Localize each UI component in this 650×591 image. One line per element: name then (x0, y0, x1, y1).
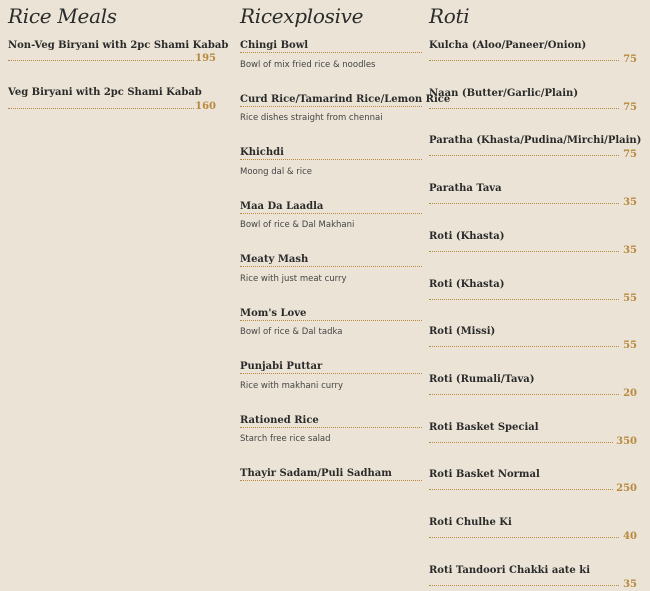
menu-item-description: Bowl of rice & Dal Makhani (240, 220, 355, 230)
menu-item-price: 55 (623, 293, 637, 304)
menu-item-description: Rice with just meat curry (240, 274, 347, 284)
menu-item[interactable] (429, 88, 578, 100)
menu-item-name: Maa Da Laadla (240, 201, 324, 212)
price-leader (429, 60, 619, 61)
menu-item-description: Starch free rice salad (240, 434, 331, 444)
price-leader (429, 299, 619, 300)
price-leader (429, 203, 619, 204)
menu-item-price: 350 (616, 436, 637, 447)
price-leader (240, 480, 422, 481)
price-leader (8, 60, 194, 61)
menu-item-price: 160 (195, 101, 216, 112)
menu-item[interactable] (429, 183, 502, 195)
menu-item-description-wrap (240, 60, 376, 71)
price-leader (240, 159, 422, 160)
menu-item-description-wrap (240, 274, 347, 285)
menu-item-description-wrap (240, 167, 312, 178)
menu-item[interactable] (429, 40, 586, 52)
price-leader (429, 394, 619, 395)
menu-item-price: 75 (623, 102, 637, 113)
menu-item-name: Paratha (Khasta/Pudina/Mirchi/Plain) (429, 135, 642, 146)
price-leader (429, 108, 619, 109)
menu-item-name: Roti Basket Special (429, 422, 539, 433)
menu-item-name: Roti Tandoori Chakki aate ki (429, 565, 590, 576)
price-leader (429, 155, 619, 156)
menu-item-description-wrap (240, 434, 331, 445)
price-leader (240, 373, 422, 374)
price-leader (240, 266, 422, 267)
menu-item-name: Veg Biryani with 2pc Shami Kabab (8, 87, 202, 98)
price-leader (240, 52, 422, 53)
menu-item-name: Punjabi Puttar (240, 361, 323, 372)
menu-item[interactable] (240, 40, 308, 52)
menu-item-description-wrap (240, 220, 354, 231)
menu-item-description: Rice dishes straight from chennai (240, 113, 383, 123)
roti-title: Roti (429, 4, 470, 28)
menu-item-price: 20 (623, 388, 637, 399)
menu-item[interactable] (429, 279, 505, 291)
menu-item-name: Rationed Rice (240, 415, 319, 426)
menu-item[interactable] (240, 254, 308, 266)
menu-item-name: Meaty Mash (240, 254, 309, 265)
price-leader (429, 537, 619, 538)
menu-item-name: Thayir Sadam/Puli Sadham (240, 468, 392, 479)
menu-item-price: 35 (623, 197, 637, 208)
menu-item[interactable] (429, 374, 535, 386)
menu-item[interactable] (429, 565, 590, 577)
menu-item[interactable] (240, 415, 319, 427)
menu-item[interactable] (240, 361, 322, 373)
menu-item-price: 35 (623, 579, 637, 590)
price-leader (240, 427, 422, 428)
menu-item-price: 195 (195, 53, 216, 64)
menu-item[interactable] (429, 422, 539, 434)
menu-item[interactable] (240, 201, 323, 213)
menu-item-price: 75 (623, 54, 637, 65)
menu-item-description-wrap (240, 327, 342, 338)
menu-item[interactable] (240, 94, 450, 106)
menu-item[interactable] (429, 326, 495, 338)
menu-item[interactable] (240, 468, 392, 480)
menu-item-name: Mom's Love (240, 308, 307, 319)
menu-item-description: Bowl of mix fried rice & noodles (240, 60, 376, 70)
ricexplosive-title: Ricexplosive (240, 4, 364, 28)
menu-item-name: Khichdi (240, 147, 284, 158)
menu-item-name: Non-Veg Biryani with 2pc Shami Kabab (8, 40, 229, 51)
price-leader (240, 106, 422, 107)
price-leader (429, 346, 619, 347)
menu-item[interactable] (240, 147, 284, 159)
menu-item-price: 75 (623, 149, 637, 160)
menu-item[interactable] (429, 135, 641, 147)
menu-item[interactable] (240, 308, 306, 320)
menu-item-name: Curd Rice/Tamarind Rice/Lemon Rice (240, 94, 451, 105)
menu-item-name: Paratha Tava (429, 183, 502, 194)
price-leader (429, 442, 613, 443)
menu-item-price: 35 (623, 245, 637, 256)
menu-item[interactable] (429, 517, 512, 529)
menu-item[interactable] (429, 469, 540, 481)
menu-item-name: Kulcha (Aloo/Paneer/Onion) (429, 40, 587, 51)
price-leader (8, 108, 194, 109)
menu-item-description: Rice with makhani curry (240, 381, 343, 391)
menu-item-name: Chingi Bowl (240, 40, 309, 51)
menu-item[interactable] (8, 87, 218, 99)
menu-item-description-wrap (240, 113, 383, 124)
price-leader (429, 585, 619, 586)
price-leader (429, 489, 613, 490)
menu-item-price: 55 (623, 340, 637, 351)
price-leader (240, 213, 422, 214)
menu-item-name: Roti (Missi) (429, 326, 496, 337)
menu-item[interactable] (8, 40, 229, 52)
menu-item-description: Moong dal & rice (240, 167, 312, 177)
price-leader (240, 320, 422, 321)
menu-item-description: Bowl of rice & Dal tadka (240, 327, 343, 337)
menu-item-description-wrap (240, 381, 343, 392)
menu-item-name: Roti Basket Normal (429, 469, 540, 480)
menu-item-name: Roti (Rumali/Tava) (429, 374, 535, 385)
price-leader (429, 251, 619, 252)
menu-item-price: 40 (623, 531, 637, 542)
menu-item-name: Roti Chulhe Ki (429, 517, 512, 528)
menu-item-name: Naan (Butter/Garlic/Plain) (429, 88, 579, 99)
menu-item-name: Roti (Khasta) (429, 231, 505, 242)
menu-item[interactable] (429, 231, 505, 243)
menu-item-price: 250 (616, 483, 637, 494)
rice-meals-title: Rice Meals (8, 4, 117, 28)
menu-item-name: Roti (Khasta) (429, 279, 505, 290)
